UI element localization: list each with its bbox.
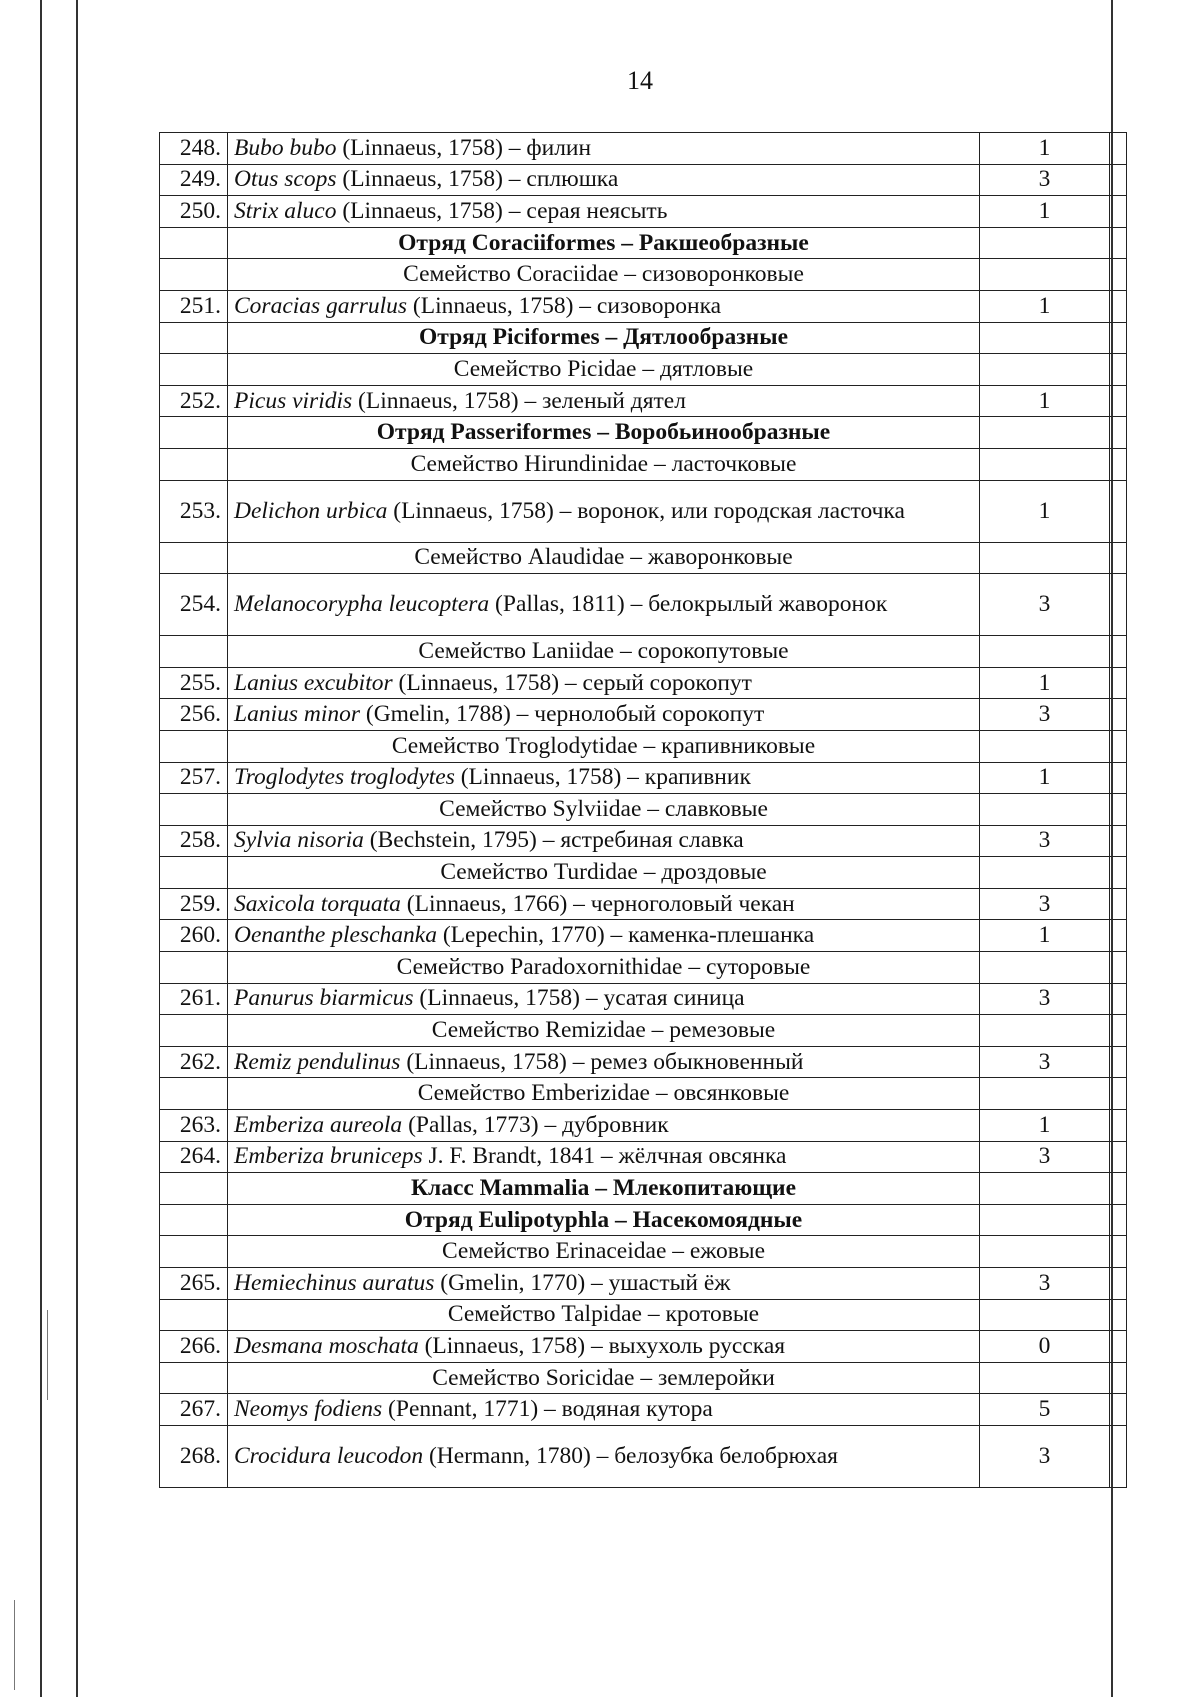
taxon-header-row (160, 322, 1127, 354)
category-cell (980, 448, 1110, 480)
latin-name: Lanius excubitor (234, 669, 393, 696)
species-row (160, 1331, 1127, 1363)
category-cell: 3 (980, 983, 1110, 1015)
family-row (160, 1362, 1127, 1394)
species-name (234, 590, 973, 619)
taxon-header-row (160, 1204, 1127, 1236)
category-cell: 3 (980, 1268, 1110, 1300)
margin-cell (1110, 920, 1127, 952)
category-cell (980, 857, 1110, 889)
margin-cell (1110, 1299, 1127, 1331)
row-number (160, 542, 228, 574)
row-number (160, 1204, 228, 1236)
category-cell: 1 (980, 667, 1110, 699)
species-row (160, 133, 1127, 165)
row-number: 258. (160, 825, 228, 857)
author-and-common-name: (Linnaeus, 1758) – филин (336, 134, 592, 161)
row-number (160, 636, 228, 668)
species-name (234, 165, 973, 194)
author-and-common-name: (Pallas, 1811) – белокрылый жаворонок (489, 591, 888, 618)
latin-name: Panurus biarmicus (234, 985, 414, 1012)
category-cell (980, 354, 1110, 386)
species-name (234, 497, 973, 526)
category-cell (980, 730, 1110, 762)
species-name-cell (228, 133, 980, 165)
author-and-common-name: (Lepechin, 1770) – каменка-плешанка (436, 922, 815, 949)
family-name: Семейство Paradoxornithidae – суторовые (228, 952, 980, 984)
latin-name: Emberiza bruniceps (234, 1143, 423, 1170)
taxon-header: Отряд Eulipotyphla – Насекомоядные (228, 1204, 980, 1236)
latin-name: Picus viridis (234, 387, 353, 414)
family-row (160, 1015, 1127, 1047)
row-number: 264. (160, 1141, 228, 1173)
category-cell: 3 (980, 164, 1110, 196)
margin-cell (1110, 164, 1127, 196)
taxon-header: Отряд Passeriformes – Воробьинообразные (228, 417, 980, 449)
row-number (160, 259, 228, 291)
row-number (160, 448, 228, 480)
species-name (234, 826, 973, 855)
row-number: 262. (160, 1046, 228, 1078)
author-and-common-name: (Gmelin, 1770) – ушастый ёж (434, 1269, 731, 1296)
margin-cell (1110, 448, 1127, 480)
row-number: 260. (160, 920, 228, 952)
species-name (234, 700, 973, 729)
family-name: Семейство Erinaceidae – ежовые (228, 1236, 980, 1268)
species-name-cell (228, 1425, 980, 1487)
category-cell (980, 636, 1110, 668)
margin-cell (1110, 480, 1127, 542)
family-row (160, 542, 1127, 574)
species-name-cell (228, 888, 980, 920)
species-name (234, 292, 973, 321)
species-name (234, 197, 973, 226)
margin-cell (1110, 259, 1127, 291)
category-cell (980, 542, 1110, 574)
category-cell (980, 1015, 1110, 1047)
taxon-header: Отряд Piciformes – Дятлообразные (228, 322, 980, 354)
row-number (160, 227, 228, 259)
latin-name: Desmana moschata (234, 1332, 419, 1359)
species-name (234, 1395, 973, 1424)
author-and-common-name: (Linnaeus, 1758) – крапивник (454, 764, 751, 791)
species-row (160, 1141, 1127, 1173)
species-row (160, 667, 1127, 699)
latin-name: Bubo bubo (234, 134, 337, 161)
margin-cell (1110, 290, 1127, 322)
species-name (234, 984, 973, 1013)
family-name: Семейство Turdidae – дроздовые (228, 857, 980, 889)
species-row (160, 825, 1127, 857)
family-name: Семейство Soricidae – землеройки (228, 1362, 980, 1394)
taxon-header: Класс Mammalia – Млекопитающие (228, 1173, 980, 1205)
category-cell: 1 (980, 480, 1110, 542)
margin-cell (1110, 133, 1127, 165)
category-cell: 0 (980, 1331, 1110, 1363)
family-row (160, 1236, 1127, 1268)
row-number (160, 952, 228, 984)
category-cell (980, 1362, 1110, 1394)
species-row (160, 699, 1127, 731)
margin-cell (1110, 1268, 1127, 1300)
category-cell (980, 1173, 1110, 1205)
species-name-cell (228, 480, 980, 542)
family-row (160, 730, 1127, 762)
author-and-common-name: (Linnaeus, 1758) – ремез обыкновенный (400, 1048, 804, 1075)
author-and-common-name: (Linnaeus, 1758) – серый сорокопут (392, 669, 752, 696)
family-row (160, 448, 1127, 480)
row-number (160, 730, 228, 762)
margin-cell (1110, 825, 1127, 857)
row-number: 257. (160, 762, 228, 794)
row-number (160, 322, 228, 354)
species-name (234, 1442, 973, 1471)
author-and-common-name: (Linnaeus, 1758) – сизоворонка (407, 292, 722, 319)
author-and-common-name: (Hermann, 1780) – белозубка белобрюхая (423, 1442, 838, 1469)
row-number (160, 1236, 228, 1268)
category-cell: 1 (980, 1110, 1110, 1142)
category-cell: 3 (980, 825, 1110, 857)
species-row (160, 920, 1127, 952)
row-number: 248. (160, 133, 228, 165)
margin-cell (1110, 1110, 1127, 1142)
family-row (160, 354, 1127, 386)
row-number (160, 1015, 228, 1047)
author-and-common-name: (Linnaeus, 1758) – выхухоль русская (418, 1332, 786, 1359)
species-row (160, 1394, 1127, 1426)
author-and-common-name: J. F. Brandt, 1841 – жёлчная овсянка (422, 1143, 787, 1170)
category-cell: 1 (980, 762, 1110, 794)
author-and-common-name: (Gmelin, 1788) – чернолобый сорокопут (360, 701, 765, 728)
row-number: 254. (160, 574, 228, 636)
taxon-header-row (160, 1173, 1127, 1205)
margin-cell (1110, 888, 1127, 920)
category-cell (980, 1078, 1110, 1110)
margin-cell (1110, 1204, 1127, 1236)
category-cell (980, 1236, 1110, 1268)
species-name-cell (228, 762, 980, 794)
species-name-cell (228, 1046, 980, 1078)
margin-cell (1110, 385, 1127, 417)
category-cell (980, 952, 1110, 984)
species-name (234, 1111, 973, 1140)
species-row (160, 888, 1127, 920)
latin-name: Coracias garrulus (234, 292, 408, 319)
species-name-cell (228, 290, 980, 322)
category-cell (980, 322, 1110, 354)
latin-name: Oenanthe pleschanka (234, 922, 437, 949)
species-row (160, 480, 1127, 542)
row-number (160, 794, 228, 826)
category-cell (980, 417, 1110, 449)
family-name: Семейство Remizidae – ремезовые (228, 1015, 980, 1047)
species-row (160, 385, 1127, 417)
species-row (160, 290, 1127, 322)
species-row (160, 1046, 1127, 1078)
margin-cell (1110, 762, 1127, 794)
species-name (234, 890, 973, 919)
category-cell (980, 1299, 1110, 1331)
latin-name: Remiz pendulinus (234, 1048, 401, 1075)
row-number (160, 1173, 228, 1205)
species-row (160, 196, 1127, 228)
species-name-cell (228, 920, 980, 952)
margin-cell (1110, 730, 1127, 762)
margin-cell (1110, 1173, 1127, 1205)
family-row (160, 1299, 1127, 1331)
scan-mark (14, 1600, 15, 1690)
row-number: 265. (160, 1268, 228, 1300)
family-row (160, 636, 1127, 668)
family-name: Семейство Picidae – дятловые (228, 354, 980, 386)
species-row (160, 1425, 1127, 1487)
category-cell (980, 259, 1110, 291)
margin-cell (1110, 857, 1127, 889)
species-name (234, 921, 973, 950)
category-cell: 3 (980, 699, 1110, 731)
scan-margin-line-left (40, 0, 42, 1697)
family-name: Семейство Talpidae – кротовые (228, 1299, 980, 1331)
species-name (234, 669, 973, 698)
category-cell (980, 227, 1110, 259)
family-name: Семейство Coraciidae – сизоворонковые (228, 259, 980, 291)
latin-name: Sylvia nisoria (234, 827, 364, 854)
row-number (160, 1362, 228, 1394)
category-cell (980, 1204, 1110, 1236)
taxon-header-row (160, 227, 1127, 259)
row-number: 250. (160, 196, 228, 228)
species-name-cell (228, 1141, 980, 1173)
margin-cell (1110, 636, 1127, 668)
margin-cell (1110, 1141, 1127, 1173)
species-name-cell (228, 699, 980, 731)
species-name (234, 387, 973, 416)
species-name (234, 1142, 973, 1171)
margin-cell (1110, 1078, 1127, 1110)
species-name-cell (228, 196, 980, 228)
latin-name: Crocidura leucodon (234, 1442, 424, 1469)
margin-cell (1110, 952, 1127, 984)
row-number: 249. (160, 164, 228, 196)
author-and-common-name: (Pallas, 1773) – дубровник (402, 1111, 669, 1138)
category-cell: 3 (980, 1425, 1110, 1487)
species-name-cell (228, 1394, 980, 1426)
family-name: Семейство Troglodytidae – крапивниковые (228, 730, 980, 762)
margin-cell (1110, 322, 1127, 354)
species-row (160, 574, 1127, 636)
margin-cell (1110, 1425, 1127, 1487)
taxon-header: Отряд Coraciiformes – Ракшеобразные (228, 227, 980, 259)
row-number (160, 417, 228, 449)
category-cell: 1 (980, 385, 1110, 417)
species-name-cell (228, 1268, 980, 1300)
author-and-common-name: (Bechstein, 1795) – ястребиная славка (363, 827, 744, 854)
latin-name: Neomys fodiens (234, 1396, 383, 1423)
category-cell: 5 (980, 1394, 1110, 1426)
species-name (234, 763, 973, 792)
row-number: 259. (160, 888, 228, 920)
margin-cell (1110, 983, 1127, 1015)
margin-cell (1110, 542, 1127, 574)
latin-name: Saxicola torquata (234, 890, 401, 917)
margin-cell (1110, 699, 1127, 731)
margin-cell (1110, 1015, 1127, 1047)
author-and-common-name: (Linnaeus, 1758) – сплюшка (336, 166, 619, 193)
author-and-common-name: (Linnaeus, 1758) – серая неясыть (336, 197, 668, 224)
family-row (160, 259, 1127, 291)
species-row (160, 1110, 1127, 1142)
species-name (234, 1332, 973, 1361)
latin-name: Melanocorypha leucoptera (234, 591, 490, 618)
family-name: Семейство Sylviidae – славковые (228, 794, 980, 826)
margin-cell (1110, 1362, 1127, 1394)
species-name-cell (228, 164, 980, 196)
row-number: 268. (160, 1425, 228, 1487)
species-name (234, 1048, 973, 1077)
margin-cell (1110, 417, 1127, 449)
latin-name: Hemiechinus auratus (234, 1269, 435, 1296)
family-name: Семейство Hirundinidae – ласточковые (228, 448, 980, 480)
author-and-common-name: (Linnaeus, 1766) – черноголовый чекан (400, 890, 795, 917)
family-name: Семейство Alaudidae – жаворонковые (228, 542, 980, 574)
author-and-common-name: (Linnaeus, 1758) – зеленый дятел (352, 387, 686, 414)
latin-name: Lanius minor (234, 701, 361, 728)
latin-name: Otus scops (234, 166, 337, 193)
species-name (234, 1269, 973, 1298)
category-cell: 1 (980, 920, 1110, 952)
family-row (160, 952, 1127, 984)
category-cell: 1 (980, 196, 1110, 228)
margin-cell (1110, 1046, 1127, 1078)
row-number: 266. (160, 1331, 228, 1363)
margin-cell (1110, 1394, 1127, 1426)
row-number: 253. (160, 480, 228, 542)
species-name-cell (228, 1110, 980, 1142)
row-number: 263. (160, 1110, 228, 1142)
category-cell: 1 (980, 133, 1110, 165)
category-cell: 3 (980, 1141, 1110, 1173)
latin-name: Strix aluco (234, 197, 337, 224)
row-number: 251. (160, 290, 228, 322)
margin-cell (1110, 1331, 1127, 1363)
margin-cell (1110, 227, 1127, 259)
species-table (159, 132, 1127, 1488)
row-number (160, 1078, 228, 1110)
category-cell: 3 (980, 888, 1110, 920)
margin-cell (1110, 667, 1127, 699)
species-name-cell (228, 825, 980, 857)
species-name-cell (228, 385, 980, 417)
margin-cell (1110, 196, 1127, 228)
row-number: 256. (160, 699, 228, 731)
row-number (160, 857, 228, 889)
species-row (160, 983, 1127, 1015)
margin-cell (1110, 794, 1127, 826)
row-number: 261. (160, 983, 228, 1015)
species-name-cell (228, 667, 980, 699)
page-number: 14 (627, 66, 653, 95)
author-and-common-name: (Pennant, 1771) – водяная кутора (382, 1396, 713, 1423)
row-number: 252. (160, 385, 228, 417)
category-cell: 1 (980, 290, 1110, 322)
row-number (160, 1299, 228, 1331)
category-cell (980, 794, 1110, 826)
category-cell: 3 (980, 1046, 1110, 1078)
family-name: Семейство Laniidae – сорокопутовые (228, 636, 980, 668)
species-row (160, 1268, 1127, 1300)
family-row (160, 857, 1127, 889)
latin-name: Emberiza aureola (234, 1111, 403, 1138)
family-name: Семейство Emberizidae – овсянковые (228, 1078, 980, 1110)
family-row (160, 794, 1127, 826)
margin-cell (1110, 574, 1127, 636)
taxon-header-row (160, 417, 1127, 449)
row-number: 255. (160, 667, 228, 699)
row-number: 267. (160, 1394, 228, 1426)
scan-mark (47, 1310, 48, 1400)
scan-margin-line-left-inner (76, 0, 78, 1697)
family-row (160, 1078, 1127, 1110)
species-row (160, 762, 1127, 794)
margin-cell (1110, 354, 1127, 386)
species-row (160, 164, 1127, 196)
species-name-cell (228, 983, 980, 1015)
latin-name: Delichon urbica (234, 497, 388, 524)
latin-name: Troglodytes troglodytes (234, 764, 455, 791)
margin-cell (1110, 1236, 1127, 1268)
species-name (234, 134, 973, 163)
row-number (160, 354, 228, 386)
author-and-common-name: (Linnaeus, 1758) – усатая синица (413, 985, 745, 1012)
author-and-common-name: (Linnaeus, 1758) – воронок, или городская ласточка (387, 497, 905, 524)
species-name-cell (228, 574, 980, 636)
category-cell: 3 (980, 574, 1110, 636)
species-name-cell (228, 1331, 980, 1363)
